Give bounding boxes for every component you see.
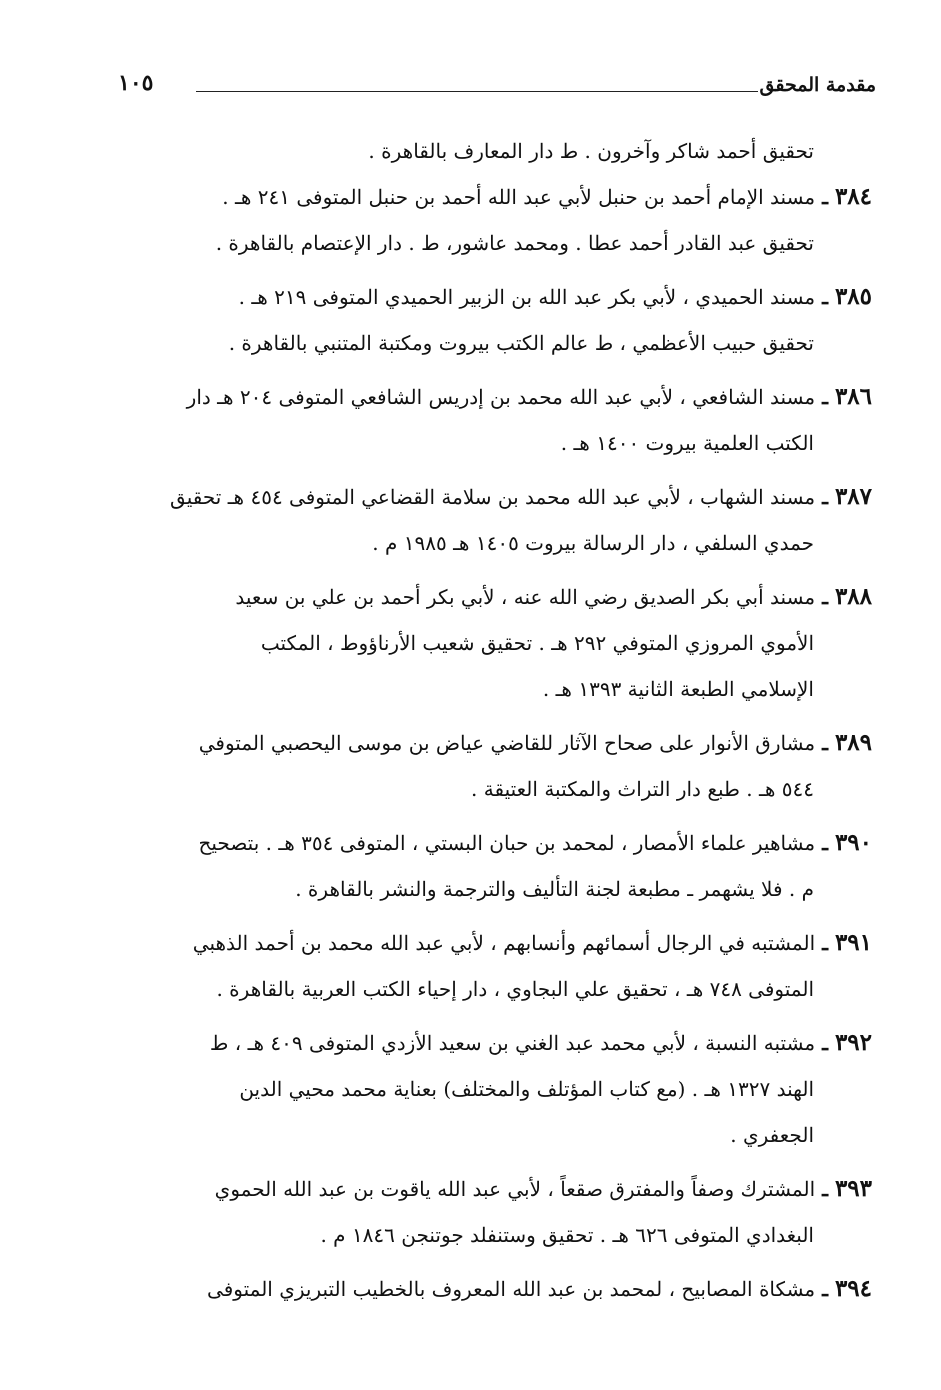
entry-text: المتوفى ٧٤٨ هـ ، تحقيق علي البجاوي ، دار إحياء الكتب العربية بالقاهرة .	[216, 977, 814, 1001]
bibliography-entry	[118, 474, 872, 566]
entry-number: ٣٩١	[834, 929, 872, 956]
entry-text: حمدي السلفي ، دار الرسالة بيروت ١٤٠٥ هـ ١٩٨٥ م .	[372, 531, 814, 555]
bibliography-entry	[118, 820, 872, 912]
entry-number: ٣٨٨	[834, 583, 872, 610]
bibliography-entry	[118, 174, 872, 266]
header-rule	[196, 91, 758, 92]
entry-continuation-line	[118, 1212, 872, 1258]
entry-text: البغدادي المتوفى ٦٢٦ هـ . تحقيق وستنفلد جوتنجن ١٨٤٦ م .	[320, 1223, 814, 1247]
entry-continuation-line	[118, 1066, 872, 1112]
entry-first-line	[118, 274, 872, 320]
page-number: ١٠٥	[118, 70, 154, 96]
entry-text: الكتب العلمية بيروت ١٤٠٠ هـ .	[560, 431, 814, 455]
entry-first-line	[118, 920, 872, 966]
entry-first-line	[118, 1020, 872, 1066]
entry-number: ٣٨٦	[834, 383, 872, 410]
entry-number: ٣٨٥	[834, 283, 872, 310]
bibliography-entry	[118, 1266, 872, 1312]
entry-text: مشاهير علماء الأمصار ، لمحمد بن حبان البستي ، المتوفى ٣٥٤ هـ . بتصحيح	[198, 831, 816, 855]
entry-text: تحقيق حبيب الأعظمي ، ط عالم الكتب بيروت ومكتبة المتنبي بالقاهرة .	[228, 331, 814, 355]
entry-text: مسند الشهاب ، لأبي عبد الله محمد بن سلامة القضاعي المتوفى ٤٥٤ هـ تحقيق	[170, 485, 816, 509]
entry-continuation-line	[118, 520, 872, 566]
entry-first-line	[118, 1166, 872, 1212]
entry-number: ٣٩٤	[834, 1275, 872, 1302]
bibliography-entry	[118, 274, 872, 366]
bibliography-entry	[118, 720, 872, 812]
entry-first-line	[118, 174, 872, 220]
entry-continuation-line	[118, 766, 872, 812]
entry-dash: ـ	[815, 185, 835, 209]
entry-text: المشترك وصفاً والمفترق صقعاً ، لأبي عبد الله ياقوت بن عبد الله الحموي	[214, 1177, 816, 1201]
entry-first-line	[118, 374, 872, 420]
entry-dash: ـ	[815, 1031, 835, 1055]
entry-number: ٣٩٠	[834, 829, 872, 856]
entry-text: الجعفري .	[730, 1123, 814, 1147]
entry-number: ٣٨٩	[834, 729, 872, 756]
entry-continuation-line	[118, 666, 872, 712]
entry-number: ٣٨٧	[834, 483, 872, 510]
bibliography-entry	[118, 574, 872, 712]
entry-first-line	[118, 474, 872, 520]
entry-dash: ـ	[815, 731, 835, 755]
entry-continuation-line	[118, 620, 872, 666]
entry-dash: ـ	[815, 1177, 835, 1201]
running-header	[118, 68, 876, 102]
entry-text: م . فلا يشهمر ـ مطبعة لجنة التأليف والترجمة والنشر بالقاهرة .	[295, 877, 814, 901]
entry-continuation-line	[118, 966, 872, 1012]
entry-text: ٥٤٤ هـ . طبع دار التراث والمكتبة العتيقة .	[471, 777, 814, 801]
entry-number: ٣٩٢	[834, 1029, 872, 1056]
entry-dash: ـ	[815, 285, 835, 309]
entry-continuation-line	[118, 320, 872, 366]
entry-number: ٣٩٣	[834, 1175, 872, 1202]
entry-text: مسند أبي بكر الصديق رضي الله عنه ، لأبي بكر أحمد بن علي بن سعيد	[235, 585, 816, 609]
entry-text: الهند ١٣٢٧ هـ . (مع كتاب المؤتلف والمختلف) بعناية محمد محيي الدين	[239, 1077, 814, 1101]
entry-text: مسند الشافعي ، لأبي عبد الله محمد بن إدريس الشافعي المتوفى ٢٠٤ هـ دار	[186, 385, 816, 409]
entry-continuation-line	[118, 866, 872, 912]
entry-dash: ـ	[815, 931, 835, 955]
entry-text: الأموي المروزي المتوفي ٢٩٢ هـ . تحقيق شعيب الأرناؤوط ، المكتب	[260, 631, 814, 655]
entry-text: مسند الإمام أحمد بن حنبل لأبي عبد الله أحمد بن حنبل المتوفى ٢٤١ هـ .	[222, 185, 816, 209]
entry-text: تحقيق عبد القادر أحمد عطا . ومحمد عاشور، ط . دار الإعتصام بالقاهرة .	[215, 231, 814, 255]
entry-continuation-line	[118, 1112, 872, 1158]
entry-dash: ـ	[815, 831, 835, 855]
entry-text: مشارق الأنوار على صحاح الآثار للقاضي عياض بن موسى اليحصبي المتوفي	[198, 731, 816, 755]
entry-number: ٣٨٤	[834, 183, 872, 210]
entry-dash: ـ	[815, 485, 835, 509]
bibliography-entry	[118, 1020, 872, 1158]
entry-text: مشكاة المصابيح ، لمحمد بن عبد الله المعروف بالخطيب التبريزي المتوفى	[207, 1277, 816, 1301]
entry-dash: ـ	[815, 1277, 835, 1301]
entry-first-line	[118, 720, 872, 766]
running-title: مقدمة المحقق	[759, 74, 876, 96]
bibliography-entry	[118, 920, 872, 1012]
entry-first-line	[118, 820, 872, 866]
entry-text: الإسلامي الطبعة الثانية ١٣٩٣ هـ .	[542, 677, 814, 701]
entry-continuation-line	[118, 220, 872, 266]
entry-text: مشتبه النسبة ، لأبي محمد عبد الغني بن سعيد الأزدي المتوفى ٤٠٩ هـ ، ط	[209, 1031, 816, 1055]
entry-continuation-line	[118, 420, 872, 466]
continuation-line: تحقيق أحمد شاكر وآخرون . ط دار المعارف بالقاهرة .	[368, 139, 814, 163]
bibliography-entry	[118, 374, 872, 466]
entry-dash: ـ	[815, 585, 835, 609]
bibliography-list	[118, 128, 872, 1320]
entry-first-line	[118, 574, 872, 620]
bibliography-entry	[118, 1166, 872, 1258]
entry-text: المشتبه في الرجال أسمائهم وأنسابهم ، لأبي عبد الله محمد بن أحمد الذهبي	[192, 931, 816, 955]
entry-first-line	[118, 1266, 872, 1312]
entry-text: مسند الحميدي ، لأبي بكر عبد الله بن الزبير الحميدي المتوفى ٢١٩ هـ .	[238, 285, 816, 309]
entry-dash: ـ	[815, 385, 835, 409]
